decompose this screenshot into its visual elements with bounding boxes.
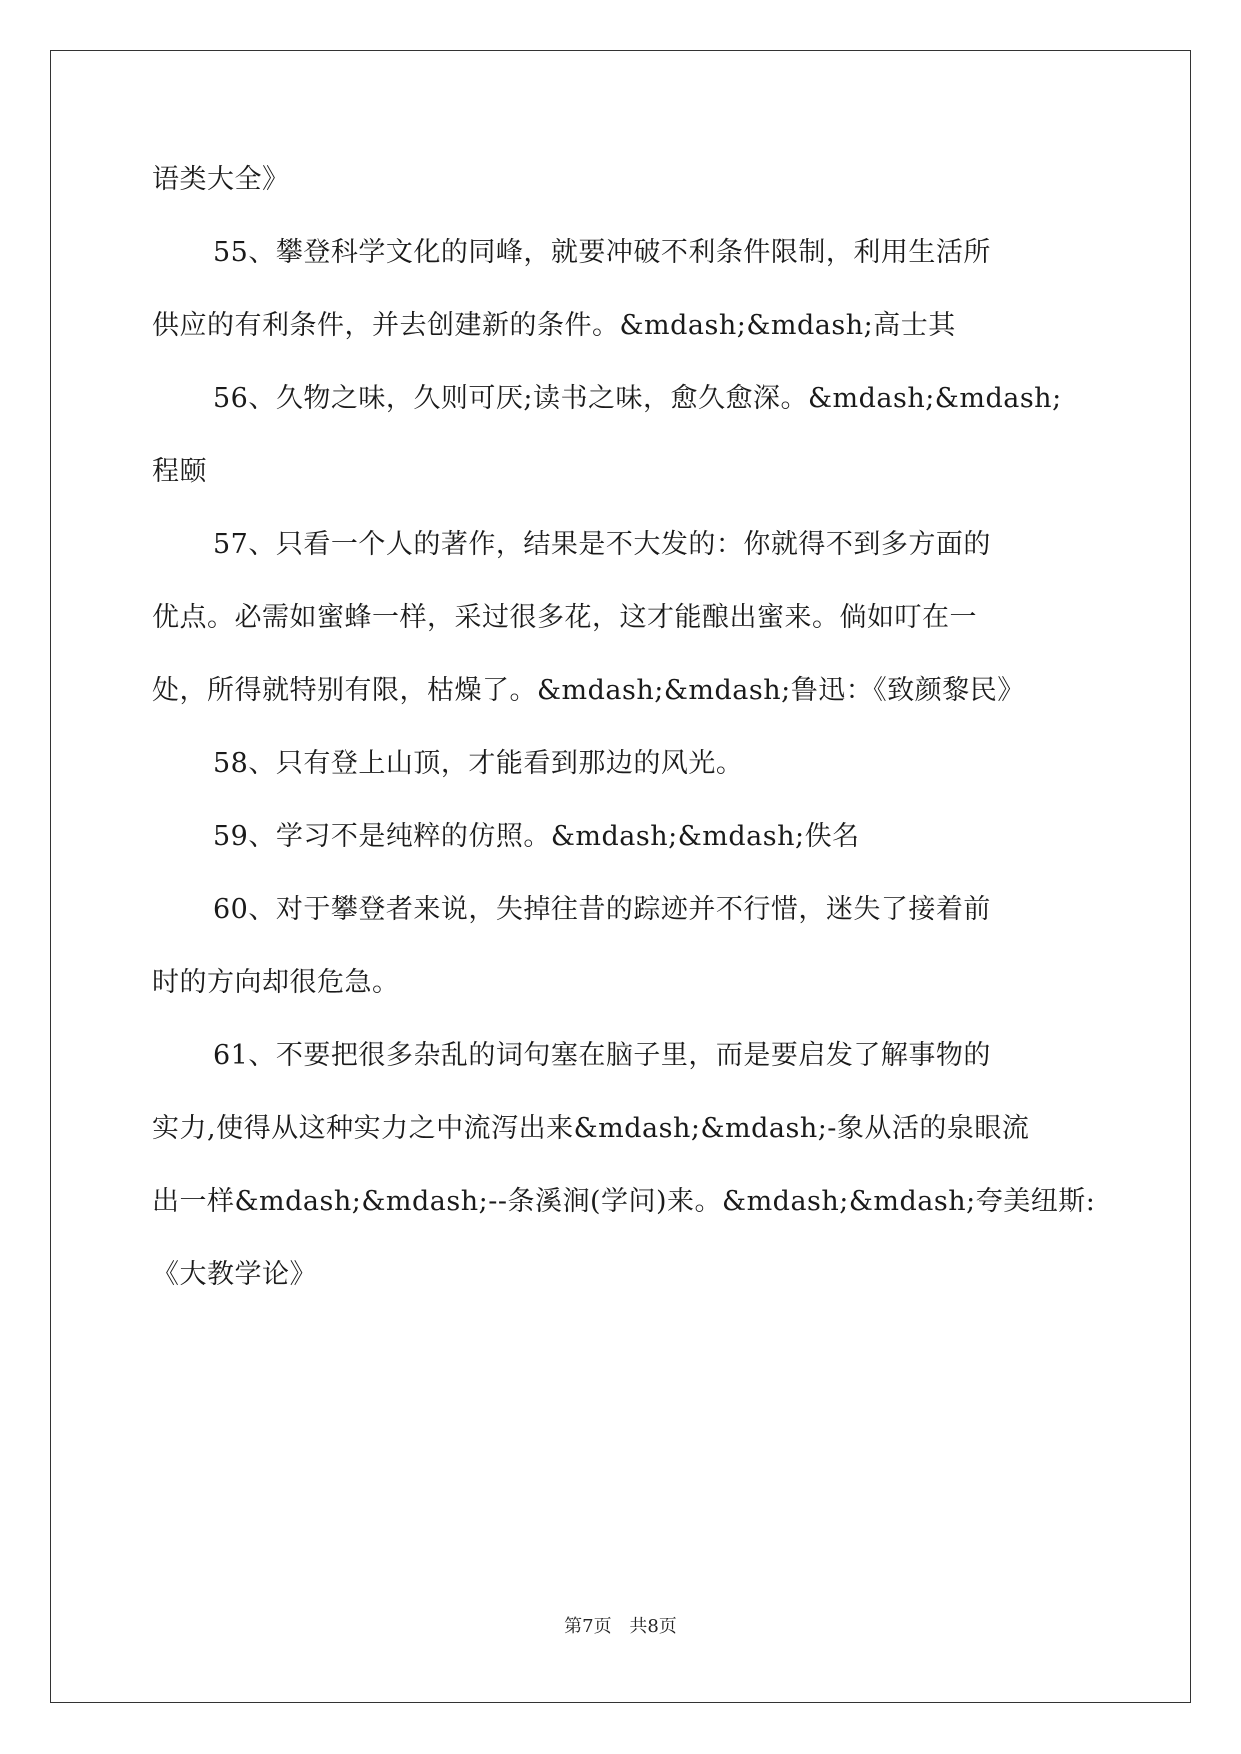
text-line: 《大教学论》 [152,1259,317,1290]
text-line: 58、只有登上山顶，才能看到那边的风光。 [213,748,744,779]
text-line: 60、对于攀登者来说，失掉往昔的踪迹并不行惜，迷失了接着前 [213,894,991,925]
text-line: 实力,使得从这种实力之中流泻出来&mdash;&mdash;-象从活的泉眼流 [152,1113,1030,1144]
text-line: 优点。必需如蜜蜂一样，采过很多花，这才能酿出蜜来。倘如叮在一 [152,602,977,633]
page-number: 第7页 [564,1616,612,1637]
text-line: 55、攀登科学文化的同峰，就要冲破不利条件限制，利用生活所 [213,237,991,268]
text-line: 处，所得就特别有限，枯燥了。&mdash;&mdash;鲁迅：《致颜黎民》 [152,675,1025,706]
page-border [50,50,1191,1703]
page-total: 共8页 [629,1616,677,1637]
text-line: 时的方向却很危急。 [152,967,400,998]
text-line: 语类大全》 [152,164,290,195]
text-line: 程颐 [152,456,207,487]
text-line: 61、不要把很多杂乱的词句塞在脑子里，而是要启发了解事物的 [213,1040,991,1071]
text-line: 供应的有利条件，并去创建新的条件。&mdash;&mdash;高士其 [152,310,956,341]
text-line: 56、久物之味，久则可厌;读书之味，愈久愈深。&mdash;&mdash; [213,383,1062,414]
text-line: 59、学习不是纯粹的仿照。&mdash;&mdash;佚名 [213,821,860,852]
text-line: 出一样&mdash;&mdash;--条溪涧(学问)来。&mdash;&mdash;夸美纽斯: [152,1186,1096,1217]
text-line: 57、只看一个人的著作，结果是不大发的：你就得不到多方面的 [213,529,991,560]
page-footer [0,1612,1241,1638]
